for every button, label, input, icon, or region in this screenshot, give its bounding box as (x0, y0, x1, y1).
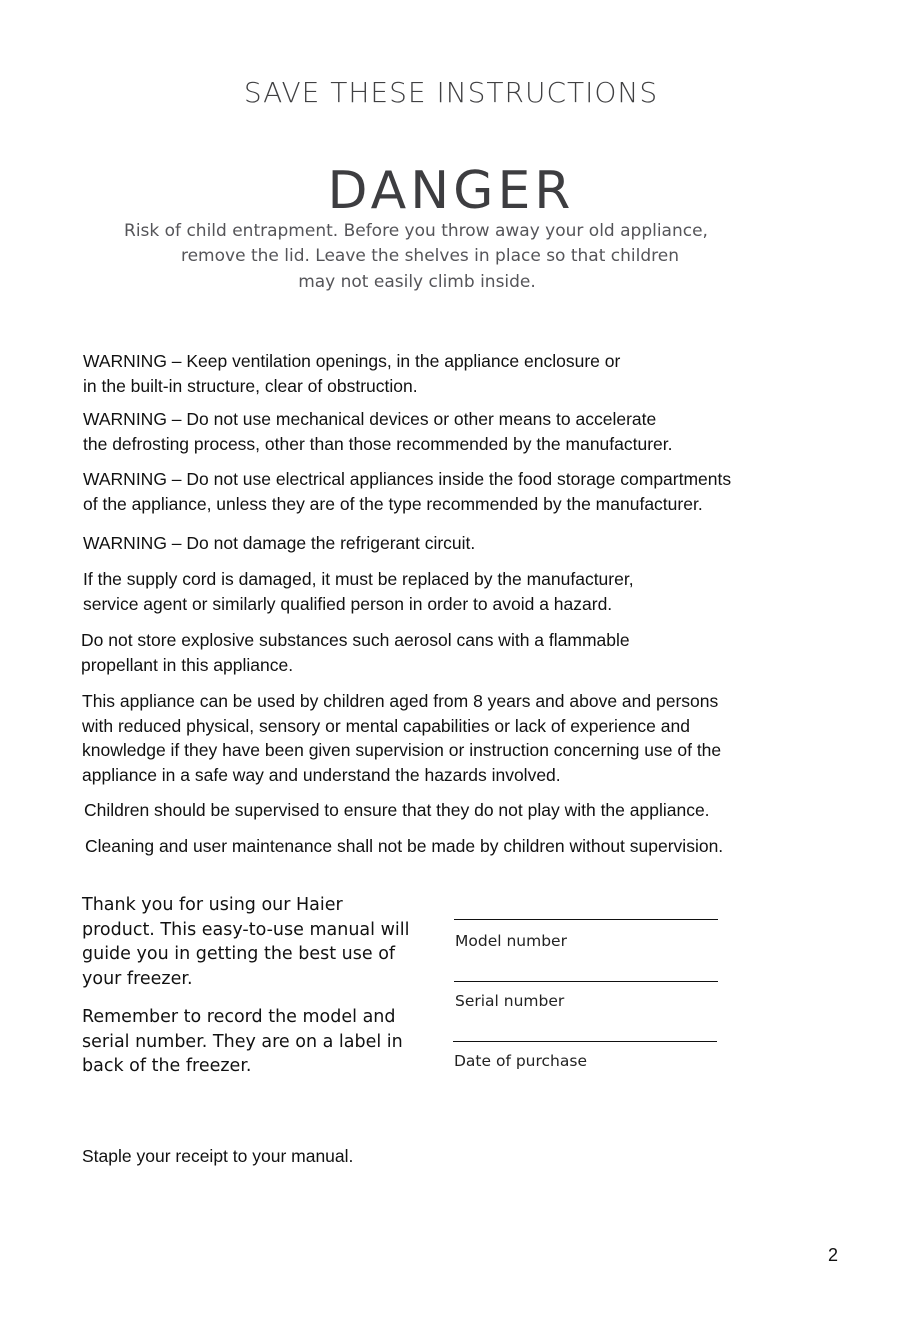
danger-text-line: may not easily climb inside. (298, 272, 536, 292)
warning-line: WARNING – Keep ventilation openings, in the appliance enclosure or (83, 351, 621, 371)
warning-line: WARNING – Do not use electrical appliances inside the food storage compartments (83, 469, 732, 489)
date-of-purchase-label: Date of purchase (454, 1052, 587, 1070)
notice-line: Do not store explosive substances such aerosol cans with a flammable (81, 630, 630, 650)
model-number-label: Model number (455, 932, 567, 950)
warning-line: of the appliance, unless they are of the type recommended by the manufacturer. (83, 493, 703, 514)
notice-line: This appliance can be used by children aged from 8 years and above and persons (82, 691, 719, 711)
notice-line: If the supply cord is damaged, it must be replaced by the manufacturer, (83, 569, 634, 589)
remember-paragraph (82, 1005, 432, 1079)
notice-children-supervision (84, 798, 844, 823)
page-number: 2 (828, 1245, 839, 1265)
notice-line: knowledge if they have been given supervision or instruction concerning use of the (82, 740, 722, 760)
paragraph-line: guide you in getting the best use of (82, 944, 396, 964)
notice-line: service agent or similarly qualified person in order to avoid a hazard. (83, 593, 613, 614)
warning-line: WARNING – Do not damage the refrigerant circuit. (83, 533, 476, 553)
warning-ventilation (83, 349, 843, 398)
notice-explosive-substances (81, 628, 841, 677)
danger-text-line: remove the lid. Leave the shelves in place so that children (180, 246, 679, 266)
paragraph-line: back of the freezer. (82, 1056, 252, 1076)
notice-line: Cleaning and user maintenance shall not be made by children without supervision. (85, 836, 724, 856)
notice-cleaning-maintenance (85, 834, 845, 859)
warning-line: WARNING – Do not use mechanical devices or other means to accelerate (83, 409, 657, 429)
warning-defrosting (83, 407, 843, 456)
notice-children-usage (82, 689, 842, 787)
warning-line: in the built-in structure, clear of obstruction. (83, 375, 418, 396)
paragraph-line: your freezer. (82, 968, 193, 989)
paragraph-line: Remember to record the model and (82, 1007, 396, 1027)
serial-number-label: Serial number (455, 992, 565, 1010)
warning-line: the defrosting process, other than those recommended by the manufacturer. (83, 433, 673, 454)
thank-you-paragraph (82, 893, 432, 991)
warning-refrigerant (83, 531, 843, 556)
danger-text-line: Risk of child entrapment. Before you throw away your old appliance, (124, 221, 708, 241)
danger-title: DANGER (327, 161, 575, 221)
serial-number-line (454, 981, 718, 982)
paragraph-line: serial number. They are on a label in (82, 1031, 403, 1052)
paragraph-line: product. This easy-to-use manual will (82, 919, 410, 940)
date-of-purchase-line (453, 1041, 717, 1042)
notice-line: Children should be supervised to ensure that they do not play with the appliance. (84, 800, 710, 820)
staple-receipt-note: Staple your receipt to your manual. (82, 1146, 354, 1166)
notice-line: with reduced physical, sensory or mental capabilities or lack of experience and (82, 715, 690, 736)
notice-line: propellant in this appliance. (81, 654, 294, 675)
paragraph-line: Thank you for using our Haier (82, 895, 343, 915)
notice-line: appliance in a safe way and understand the hazards involved. (82, 764, 561, 785)
save-instructions-title: SAVE THESE INSTRUCTIONS (243, 76, 659, 109)
notice-supply-cord (83, 567, 843, 616)
warning-electrical-appliances (83, 467, 843, 516)
model-number-line (454, 919, 718, 920)
